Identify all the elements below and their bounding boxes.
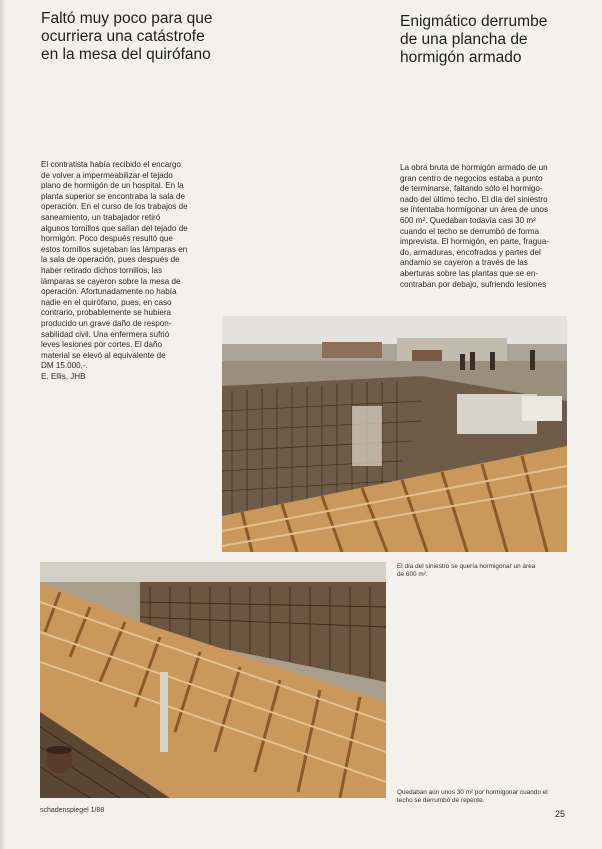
left-body-line: E. Ellis, JHB [41, 371, 86, 381]
top-caption-line: de 600 m². [397, 571, 428, 578]
top-construction-photo [222, 316, 567, 552]
right-article-body [400, 163, 549, 290]
left-body-line: la sala de operación, pues después de [41, 255, 180, 265]
left-body-line: operación. En el curso de los trabajos de [41, 202, 188, 212]
left-body-line: saneamiento, un trabajador retiró [41, 212, 161, 222]
left-body-line: producido un grave daño de respon- [41, 318, 172, 328]
left-body-line: nadie en el quirófano, pues, en caso [41, 297, 172, 307]
left-article-body [41, 160, 188, 382]
left-headline-line: en la mesa del quirófano [41, 46, 211, 63]
right-headline-line: de una plancha de [400, 31, 528, 48]
left-body-line: plano de hormigón de un hospital. En la [41, 181, 184, 191]
left-body-line: leves lesiones por cortes. El daño [41, 340, 163, 350]
right-headline-line: Enigmático derrumbe [400, 13, 548, 30]
right-body-line: do, armaduras, encofrados y partes del [400, 247, 541, 257]
right-body-line: se intentaba hormigonar un área de unos [400, 205, 549, 215]
bottom-caption-line: Quedaban aún unos 30 m² por hormigonar cuando el [397, 789, 548, 796]
right-body-line: gran centro de negocios estaba a punto [400, 173, 543, 183]
left-body-line: de volver a impermeabilizar el tejado [41, 170, 173, 180]
left-body-line: estos tornillos sujetaban las lámparas en [41, 244, 188, 254]
bottom-caption-line: techo se derrumbó de repente. [397, 797, 485, 804]
right-body-line: imprevista. El hormigón, en parte, fragua- [400, 237, 549, 247]
left-body-line: contrario, probablemente se hubiera [41, 308, 172, 318]
left-headline-line: ocurriera una catástrofe [41, 28, 205, 45]
right-headline-line: hormigón armado [400, 49, 522, 66]
left-body-line: haber retirado dichos tornillos, las [41, 265, 163, 275]
left-body-line: lámparas se cayeron sobre la mesa de [41, 276, 181, 286]
publication-footer: schadenspiegel 1/88 [40, 807, 105, 814]
right-body-line: andamio se cayeron a través de las [400, 258, 528, 268]
left-body-line: DM 15.000,-. [41, 361, 88, 371]
right-headline [400, 13, 547, 67]
left-body-line: planta superior se encontraba la sala de [41, 191, 185, 201]
right-body-line: cuando el techo se derrumbó de forma [400, 226, 540, 236]
right-body-line: La obra bruta de hormigón armado de un [400, 163, 548, 172]
right-body-line: 600 m². Quedaban todavía casi 30 m² [400, 215, 536, 225]
right-body-line: aberturas sobre las plantas que se en- [400, 268, 539, 278]
right-body-line: de terminarse, faltando sólo el hormigo- [400, 184, 543, 194]
left-body-line: material se elevó al equivalente de [41, 350, 166, 360]
left-body-line: operación. Afortunadamente no había [41, 287, 177, 297]
left-body-line: sabilidad civil. Una enfermera sufrió [41, 329, 170, 339]
left-headline-line: Faltó muy poco para que [41, 10, 213, 27]
left-body-line: hormigón. Poco después resultó que [41, 234, 173, 244]
page-number: 25 [555, 809, 566, 819]
left-body-line: El contratista había recibido el encargo [41, 160, 181, 169]
page-spine-shadow [0, 0, 6, 849]
left-body-line: algunos tornillos que salían del tejado de [41, 223, 188, 233]
bottom-construction-photo [40, 562, 386, 798]
right-body-line: nado del último techo. El día del siniestro [400, 194, 548, 204]
top-caption-line: El día del siniestro se quería hormigonar un área [397, 563, 536, 570]
left-headline [41, 10, 212, 64]
bottom-photo-caption [397, 789, 548, 805]
top-photo-caption [397, 563, 535, 579]
right-body-line: contraban por debajo, sufriendo lesiones [400, 279, 547, 289]
